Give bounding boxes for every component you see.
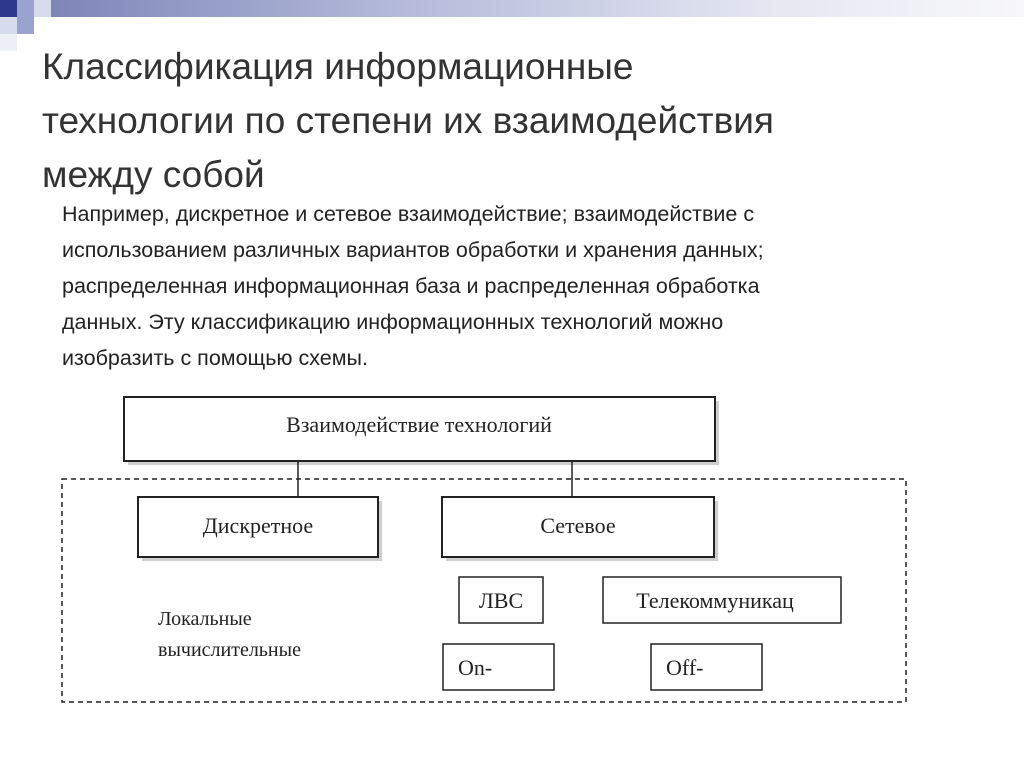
telecom-label: Телекоммуникац [636,588,794,613]
body-line: изобразить с помощью схемы. [62,346,368,370]
body-line: Например, дискретное и сетевое взаимодействие; взаимодействие с [62,202,755,226]
local-label-line: Локальные [158,608,252,630]
title-line: технологии по степени их взаимодействия [42,100,774,141]
local-label-line: вычислительные [158,639,301,661]
online-label: On- [458,655,493,680]
body-line: распределенная информационная база и распределенная обработка [62,274,760,298]
title-line: Классификация информационные [42,46,634,87]
discrete-label: Дискретное [202,513,314,538]
body-line: использованием различных вариантов обработки и хранения данных; [62,238,764,262]
root-label: Взаимодействие технологий [286,412,552,437]
network-label: Сетевое [540,513,616,538]
title-line: между собой [42,154,265,195]
offline-label: Off- [666,655,704,680]
lan-label: ЛВС [478,588,524,613]
body-line: данных. Эту классификацию информационных технологий можно [62,310,724,334]
